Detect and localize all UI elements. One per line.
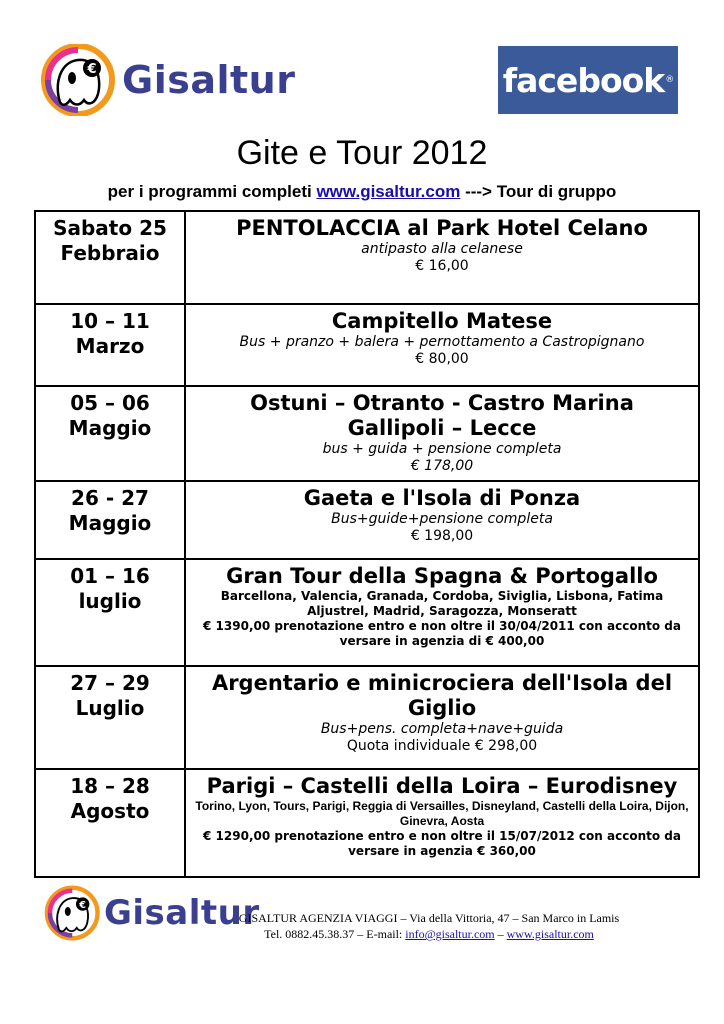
- tour-info: [185, 304, 699, 386]
- gisaltur-logo: [40, 44, 295, 116]
- tour-title: Gaeta e l'Isola di Ponza: [303, 486, 581, 510]
- tour-title: Parigi – Castelli della Loira – Eurodisney: [206, 774, 678, 798]
- subtitle: [0, 182, 724, 202]
- tour-date: [35, 211, 185, 304]
- table-row: [35, 559, 699, 666]
- website-link-footer[interactable]: www.gisaltur.com: [506, 927, 594, 941]
- tour-info: [185, 211, 699, 304]
- tour-date: [35, 304, 185, 386]
- tour-detail: Bus+pens. completa+nave+guida: [320, 721, 564, 737]
- ghost-mascot-icon: [44, 884, 102, 942]
- facebook-label: facebook: [502, 60, 665, 100]
- gisaltur-logo-text: Gisaltur: [104, 893, 260, 933]
- tour-price: € 198,00: [410, 528, 474, 544]
- tour-cities: Torino, Lyon, Tours, Parigi, Reggia di Versailles, Disneyland, Castelli della Loira, Dijon, Ginevra, Aosta: [195, 799, 689, 828]
- gisaltur-logo-text: Gisaltur: [122, 58, 296, 102]
- tour-info: [185, 386, 699, 481]
- tour-price: Quota individuale € 298,00: [346, 738, 538, 754]
- tour-title: PENTOLACCIA al Park Hotel Celano: [236, 216, 648, 240]
- footer: [196, 910, 662, 942]
- tour-date-line2: Agosto: [70, 799, 150, 823]
- tour-date-line2: Luglio: [75, 696, 145, 720]
- tour-date-line1: 05 – 06: [70, 391, 150, 415]
- tour-info: [185, 559, 699, 666]
- tour-info: [185, 481, 699, 559]
- tour-date: [35, 666, 185, 769]
- tour-cities: Barcellona, Valencia, Granada, Cordoba, Siviglia, Lisbona, Fatima Aljustrel, Madrid, Saragozza, Monseratt: [220, 589, 664, 618]
- tour-title: Gran Tour della Spagna & Portogallo: [226, 564, 658, 588]
- tour-detail: Bus+guide+pensione completa: [331, 511, 553, 527]
- table-row: [35, 304, 699, 386]
- table-row: [35, 386, 699, 481]
- footer-contacts: [196, 926, 662, 942]
- subtitle-suffix: ---> Tour di gruppo: [460, 182, 617, 201]
- ghost-mascot-icon: [40, 44, 118, 116]
- tour-date-line2: Febbraio: [60, 241, 160, 265]
- tour-date-line1: Sabato 25: [53, 216, 167, 240]
- tour-detail: bus + guida + pensione completa: [322, 441, 562, 457]
- website-link[interactable]: www.gisaltur.com: [316, 182, 461, 201]
- tour-date-line2: Maggio: [68, 416, 152, 440]
- facebook-badge[interactable]: [498, 46, 678, 114]
- email-link[interactable]: info@gisaltur.com: [405, 927, 495, 941]
- svg-text:€: €: [79, 899, 87, 911]
- tour-date-line2: Maggio: [68, 511, 152, 535]
- tour-price-note: € 1290,00 prenotazione entro e non oltre il 15/07/2012 con acconto da versare in agenzia € 360,00: [203, 829, 681, 858]
- tour-title: Campitello Matese: [331, 309, 553, 333]
- tour-price: € 80,00: [415, 351, 469, 367]
- tour-info: [185, 769, 699, 877]
- table-row: [35, 211, 699, 304]
- tour-date-line1: 27 – 29: [70, 671, 150, 695]
- facebook-registered-mark: ®: [665, 75, 674, 85]
- footer-separator: –: [494, 927, 507, 941]
- table-row: [35, 481, 699, 559]
- tour-date: [35, 769, 185, 877]
- table-row: [35, 666, 699, 769]
- footer-tel: Tel. 0882.45.38.37 – E-mail:: [264, 927, 406, 941]
- page-title: Gite e Tour 2012: [236, 134, 488, 172]
- tour-date-line1: 26 - 27: [71, 486, 149, 510]
- tour-date-line1: 10 – 11: [70, 309, 150, 333]
- tour-price: € 178,00: [410, 458, 474, 474]
- footer-address: GISALTUR AGENZIA VIAGGI – Via della Vittoria, 47 – San Marco in Lamis: [238, 911, 620, 925]
- tour-detail: antipasto alla celanese: [361, 241, 523, 257]
- tour-date: [35, 559, 185, 666]
- table-row: [35, 769, 699, 877]
- tour-title: Ostuni – Otranto - Castro Marina Gallipoli – Lecce: [250, 391, 634, 440]
- tour-date-line1: 18 – 28: [70, 774, 150, 798]
- tour-title: Argentario e minicrociera dell'Isola del Giglio: [211, 671, 673, 720]
- tours-table: [34, 210, 700, 878]
- tour-date-line2: Marzo: [75, 334, 145, 358]
- tour-price-note: € 1390,00 prenotazione entro e non oltre il 30/04/2011 con acconto da versare in agenzia di € 400,00: [203, 619, 681, 648]
- tour-price: € 16,00: [415, 258, 469, 274]
- tour-date-line2: luglio: [78, 589, 142, 613]
- tour-info: [185, 666, 699, 769]
- tour-date: [35, 481, 185, 559]
- subtitle-prefix: per i programmi completi: [107, 182, 317, 201]
- tour-detail: Bus + pranzo + balera + pernottamento a Castropignano: [239, 334, 645, 350]
- tour-date-line1: 01 – 16: [70, 564, 150, 588]
- svg-text:€: €: [87, 62, 97, 77]
- tour-date: [35, 386, 185, 481]
